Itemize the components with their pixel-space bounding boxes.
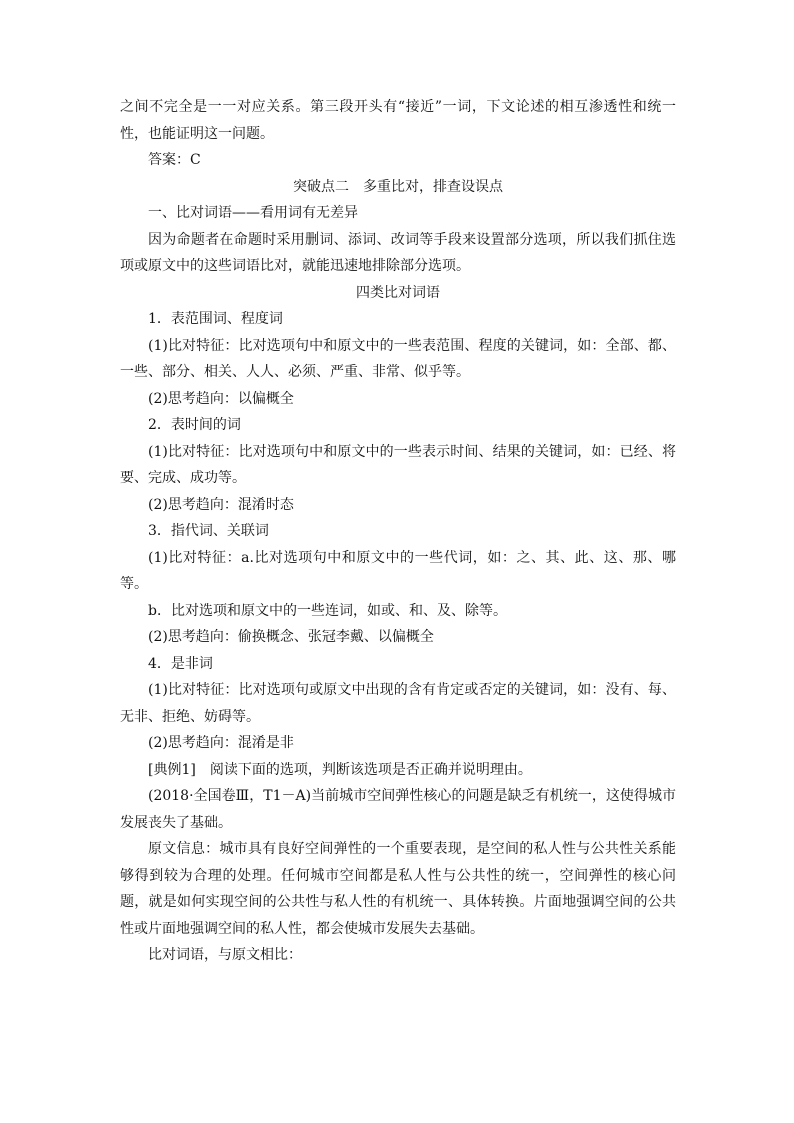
example-option: (2018·全国卷Ⅲ，T1－A)当前城市空间弹性核心的问题是缺乏有机统一，这使得城市发展丧失了基础。 — [120, 788, 676, 831]
example-heading: [典例1] 阅读下面的选项，判断该选项是否正确并说明理由。 — [148, 761, 532, 778]
subsection-heading: 一、比对词语——看用词有无差异 — [148, 205, 358, 221]
answer-line: 答案：C — [148, 152, 201, 168]
document-body — [120, 94, 676, 969]
item-4-tendency: (2)思考趋向：混淆是非 — [148, 735, 294, 751]
list-title: 四类比对词语 — [356, 284, 440, 301]
item-1-feature: (1)比对特征：比对选项句中和原文中的一些表范围、程度的关键词，如：全部、都、一些、部分、相关、人人、必须、严重、非常、似乎等。 — [120, 337, 676, 380]
section-heading: 突破点二 多重比对，排查设误点 — [293, 178, 503, 195]
item-2-heading: 2．表时间的词 — [148, 417, 241, 433]
item-4-feature: (1)比对特征：比对选项句或原文中出现的含有肯定或否定的关键词，如：没有、每、无非、拒绝、妨碍等。 — [120, 682, 676, 725]
item-1-heading: 1．表范围词、程度词 — [148, 311, 283, 327]
item-3-feature-b: b．比对选项和原文中的一些连词，如或、和、及、除等。 — [148, 602, 507, 619]
item-2-feature: (1)比对特征：比对选项句中和原文中的一些表示时间、结果的关键词，如：已经、将要、完成、成功等。 — [120, 443, 676, 486]
intro-paragraph: 因为命题者在命题时采用删词、添词、改词等手段来设置部分选项，所以我们抓住选项或原文中的这些词语比对，就能迅速地排除部分选项。 — [120, 231, 676, 274]
item-1-tendency: (2)思考趋向：以偏概全 — [148, 390, 294, 407]
comparison-line: 比对词语，与原文相比： — [148, 947, 302, 963]
item-3-heading: 3．指代词、关联词 — [148, 523, 269, 539]
item-2-tendency: (2)思考趋向：混淆时态 — [148, 496, 294, 513]
source-text: 原文信息：城市具有良好空间弹性的一个重要表现，是空间的私人性与公共性关系能够得到较为合理的处理。任何城市空间都是私人性与公共性的统一，空间弹性的核心问题，就是如何实现空间的公共性与私人性的有机统一、具体转换。片面地强调空间的公共性或片面地强调空间的私人性，都会使城市发展失去基础。 — [120, 841, 676, 937]
item-4-heading: 4．是非词 — [148, 655, 213, 672]
item-3-tendency: (2)思考趋向：偷换概念、张冠李戴、以偏概全 — [148, 629, 434, 645]
item-3-feature-a: (1)比对特征：a.比对选项句中和原文中的一些代词，如：之、其、此、这、那、哪等。 — [120, 549, 676, 592]
paragraph-continuation: 之间不完全是一一对应关系。第三段开头有“接近”一词，下文论述的相互渗透性和统一性，也能证明这一问题。 — [120, 99, 676, 142]
